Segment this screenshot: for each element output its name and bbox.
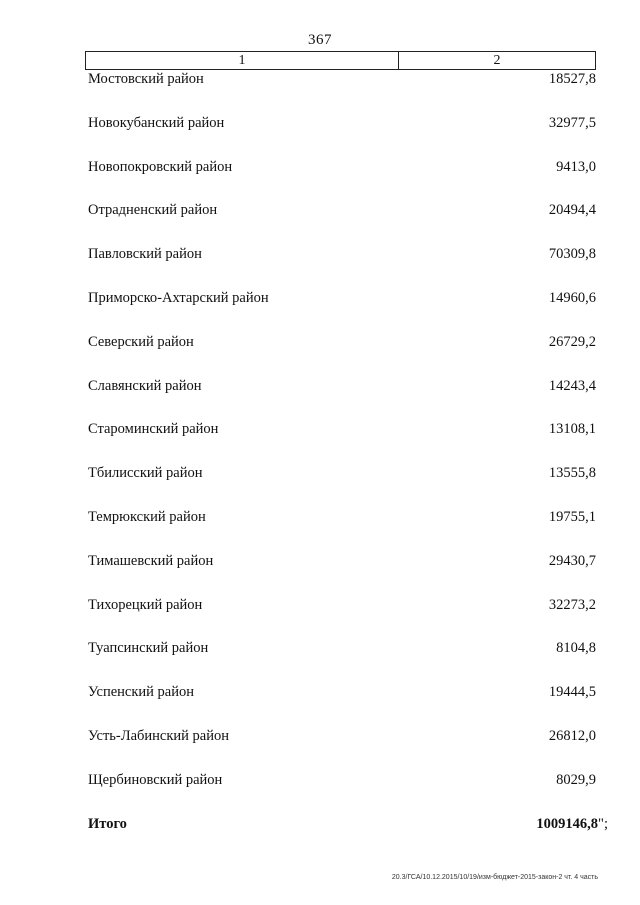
table-row	[88, 463, 596, 507]
district-value: 9413,0	[556, 158, 596, 175]
district-value: 14960,6	[548, 289, 596, 306]
district-value: 8029,9	[556, 771, 596, 788]
page-number: 367	[308, 32, 332, 48]
district-value: 13555,8	[548, 465, 596, 482]
total-suffix: ";	[598, 816, 608, 832]
district-name: Северский район	[88, 333, 194, 350]
district-name: Тбилисский район	[88, 465, 203, 482]
district-value: 70309,8	[548, 246, 596, 263]
district-name: Темрюкский район	[88, 508, 206, 525]
district-value: 14243,4	[548, 377, 596, 394]
district-value: 29430,7	[548, 552, 596, 569]
table-row	[88, 595, 596, 639]
district-name: Приморско-Ахтарский район	[88, 289, 269, 306]
district-value: 26729,2	[548, 333, 596, 350]
table-row	[88, 288, 596, 332]
total-label: Итого	[88, 816, 127, 832]
district-name: Новокубанский район	[88, 114, 225, 131]
column-header-1: 1	[85, 52, 399, 69]
district-name: Отрадненский район	[88, 202, 218, 219]
district-name: Тимашевский район	[88, 552, 214, 569]
table-row	[88, 726, 596, 770]
district-name: Новопокровский район	[88, 158, 233, 175]
district-value: 19755,1	[548, 508, 596, 525]
district-value: 18527,8	[548, 71, 596, 87]
total-value: 1009146,8	[536, 816, 599, 832]
district-value: 13108,1	[548, 421, 596, 438]
table-row	[88, 376, 596, 420]
district-name: Славянский район	[88, 377, 202, 394]
table-row	[88, 332, 596, 376]
district-value: 19444,5	[548, 684, 596, 701]
district-name: Тихорецкий район	[88, 596, 203, 613]
table-row	[88, 682, 596, 726]
district-value: 20494,4	[548, 202, 596, 219]
district-value: 26812,0	[548, 727, 596, 744]
district-table	[88, 69, 596, 814]
district-value: 32273,2	[548, 596, 596, 613]
table-row	[88, 113, 596, 157]
table-row	[88, 69, 596, 113]
district-name: Успенский район	[88, 684, 194, 701]
table-header	[85, 51, 596, 70]
district-name: Староминский район	[88, 421, 219, 438]
column-header-2: 2	[399, 52, 596, 69]
table-row	[88, 551, 596, 595]
table-row	[88, 244, 596, 288]
table-row	[88, 770, 596, 814]
district-value: 32977,5	[548, 114, 596, 131]
district-name: Павловский район	[88, 246, 202, 263]
district-name: Туапсинский район	[88, 640, 209, 657]
district-value: 8104,8	[556, 640, 596, 657]
district-name: Мостовский район	[88, 71, 204, 87]
district-name: Щербиновский район	[88, 771, 223, 788]
table-row	[88, 638, 596, 682]
district-name: Усть-Лабинский район	[88, 727, 229, 744]
total-value-wrap	[536, 814, 608, 834]
table-row	[88, 507, 596, 551]
table-row	[88, 200, 596, 244]
table-row	[88, 157, 596, 201]
table-row	[88, 419, 596, 463]
footer-file-path: 20.3/ГСА/10.12.2015/10/19/изм-бюджет-2015-закон-2 чт. 4 часть	[391, 874, 598, 881]
